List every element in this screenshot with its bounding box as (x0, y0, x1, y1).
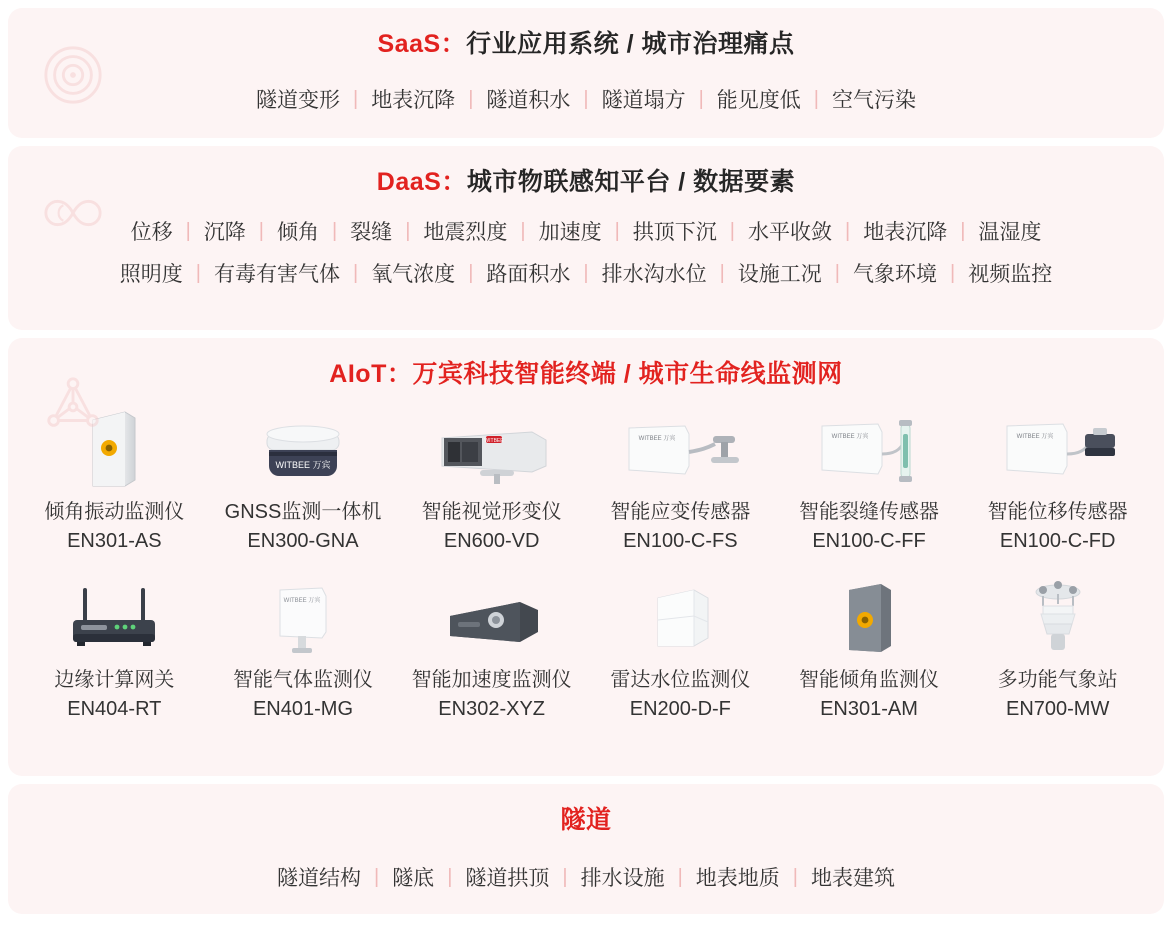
tag-item: 氧气浓度 (371, 263, 456, 286)
separator: | (352, 87, 359, 110)
tag-item: 排水设施 (580, 867, 665, 890)
separator: | (729, 219, 735, 242)
device-model: EN100-C-FD (999, 530, 1116, 552)
tag-item: 空气污染 (832, 89, 916, 112)
svg-text:WITBEE 万宾: WITBEE 万宾 (283, 598, 321, 604)
displacement-sensor-image (993, 404, 1123, 490)
tag-item: 隧底 (392, 867, 435, 890)
panel-tunnel (8, 784, 1164, 914)
separator: | (195, 261, 201, 284)
device-card[interactable] (209, 400, 398, 564)
tag-item: 温湿度 (978, 221, 1042, 244)
strain-sensor-image (615, 404, 745, 490)
tag-item: 能见度低 (716, 89, 801, 112)
separator: | (520, 219, 526, 242)
tag-item: 倾角 (276, 221, 319, 244)
device-name: 智能位移传感器 (987, 501, 1128, 523)
separator: | (583, 87, 589, 110)
tag-item: 水平收敛 (748, 221, 832, 244)
svg-text:WITBEE 万宾: WITBEE 万宾 (1016, 434, 1053, 440)
device-card[interactable] (397, 400, 586, 564)
panel-aiot-title (8, 338, 1164, 390)
tag-item: 裂缝 (350, 221, 393, 244)
device-model: EN301-AS (67, 530, 162, 552)
svg-text:WITBEE 万宾: WITBEE 万宾 (638, 436, 676, 442)
device-name: 雷达水位监测仪 (610, 669, 751, 691)
separator: | (698, 87, 704, 110)
crack-sensor-image (804, 404, 934, 490)
tag-item: 地表沉降 (863, 221, 948, 244)
panel-saas (8, 8, 1164, 138)
device-model: EN700-MW (1005, 698, 1110, 720)
device-grid (8, 400, 1164, 732)
device-card[interactable] (397, 568, 586, 732)
separator: | (373, 865, 380, 888)
device-name: GNSS监测一体机 (224, 501, 382, 523)
separator: | (583, 261, 589, 284)
separator: | (468, 87, 474, 110)
tag-item: 照明度 (119, 263, 183, 286)
device-name: 智能应变传感器 (610, 501, 751, 523)
panel-aiot-title-prefix: AIoT： (329, 360, 413, 388)
device-name: 智能加速度监测仪 (411, 669, 572, 691)
device-model: EN404-RT (67, 698, 162, 720)
separator: | (447, 865, 453, 888)
radar-water-level-image (634, 572, 726, 658)
device-model: EN401-MG (252, 698, 353, 720)
tag-item: 路面积水 (486, 263, 571, 286)
tag-item: 拱顶下沉 (632, 221, 717, 244)
panel-aiot-title-main: 万宾科技智能终端 / 城市生命线监测网 (412, 360, 843, 388)
device-name: 智能倾角监测仪 (798, 669, 939, 691)
device-card[interactable] (586, 568, 775, 732)
tag-item: 位移 (130, 221, 173, 244)
tag-item: 视频监控 (968, 263, 1053, 286)
gnss-monitor-image (251, 404, 355, 490)
tag-item: 地表建筑 (811, 867, 895, 890)
network-node-icon (42, 374, 104, 436)
device-model: EN200-D-F (629, 698, 731, 720)
tag-item: 有毒有害气体 (213, 263, 340, 286)
gas-monitor-image (258, 572, 348, 658)
panel-daas-tags-row-2 (8, 258, 1164, 288)
panel-daas (8, 146, 1164, 330)
device-name: 智能视觉形变仪 (421, 501, 562, 523)
separator: | (185, 219, 191, 242)
panel-daas-title (8, 146, 1164, 198)
separator: | (950, 261, 956, 284)
tag-item: 隧道塌方 (601, 89, 686, 112)
device-name: 多功能气象站 (997, 669, 1118, 691)
target-icon (42, 44, 104, 106)
tag-item: 设施工况 (737, 263, 822, 286)
panel-saas-title (8, 8, 1164, 60)
svg-text:WITBEE 万宾: WITBEE 万宾 (275, 460, 331, 470)
tag-item: 隧道拱顶 (465, 867, 550, 890)
device-model: EN100-C-FS (623, 530, 738, 552)
separator: | (792, 865, 798, 888)
separator: | (834, 261, 840, 284)
device-name: 倾角振动监测仪 (44, 501, 185, 523)
infinity-icon (42, 182, 104, 244)
tag-item: 地表地质 (695, 867, 780, 890)
tag-item: 沉降 (203, 221, 246, 244)
device-card[interactable] (775, 400, 964, 564)
panel-daas-tags-row-1 (8, 216, 1164, 246)
tag-item: 地震烈度 (423, 221, 508, 244)
svg-text:WITBEE: WITBEE (484, 438, 504, 444)
svg-text:WITBEE 万宾: WITBEE 万宾 (831, 434, 869, 440)
tilt-monitor-image (837, 572, 901, 658)
device-name: 边缘计算网关 (54, 669, 175, 691)
device-card[interactable] (586, 400, 775, 564)
vision-deformation-camera-image (424, 404, 560, 490)
panel-aiot (8, 338, 1164, 776)
tag-item: 加速度 (538, 221, 602, 244)
separator: | (562, 865, 568, 888)
device-card[interactable] (963, 568, 1152, 732)
tag-item: 隧道变形 (255, 89, 340, 112)
panel-saas-tags (8, 84, 1164, 114)
separator: | (331, 219, 338, 242)
device-card[interactable] (963, 400, 1152, 564)
panel-saas-title-main: 行业应用系统 / 城市治理痛点 (466, 30, 795, 58)
separator: | (405, 219, 411, 242)
device-name: 智能气体监测仪 (232, 669, 373, 691)
panel-daas-title-main: 城市物联感知平台 / 数据要素 (466, 168, 796, 196)
accelerometer-image (434, 572, 550, 658)
tag-item: 隧道积水 (486, 89, 571, 112)
tag-item: 地表沉降 (371, 89, 456, 112)
separator: | (813, 87, 819, 110)
separator: | (960, 219, 966, 242)
device-model: EN301-AM (820, 698, 918, 720)
panel-daas-title-prefix: DaaS： (376, 168, 467, 196)
separator: | (677, 865, 683, 888)
device-name: 智能裂缝传感器 (798, 501, 939, 523)
device-card[interactable] (20, 568, 209, 732)
device-model: EN300-GNA (247, 530, 359, 552)
separator: | (845, 219, 851, 242)
device-card[interactable] (775, 568, 964, 732)
device-model: EN302-XYZ (438, 698, 546, 720)
device-card[interactable] (209, 568, 398, 732)
device-model: EN100-C-FF (812, 530, 926, 552)
separator: | (719, 261, 725, 284)
panel-tunnel-tags (8, 862, 1164, 892)
separator: | (614, 219, 620, 242)
tag-item: 排水沟水位 (601, 263, 707, 286)
device-model: EN600-VD (443, 530, 540, 552)
separator: | (258, 219, 264, 242)
separator: | (468, 261, 474, 284)
edge-gateway-image (51, 572, 177, 658)
tag-item: 隧道结构 (276, 867, 361, 890)
panel-tunnel-title: 隧道 (560, 806, 612, 834)
weather-station-image (1023, 572, 1093, 658)
panel-saas-title-prefix: SaaS： (377, 30, 467, 58)
separator: | (352, 261, 359, 284)
tag-item: 气象环境 (853, 263, 937, 286)
